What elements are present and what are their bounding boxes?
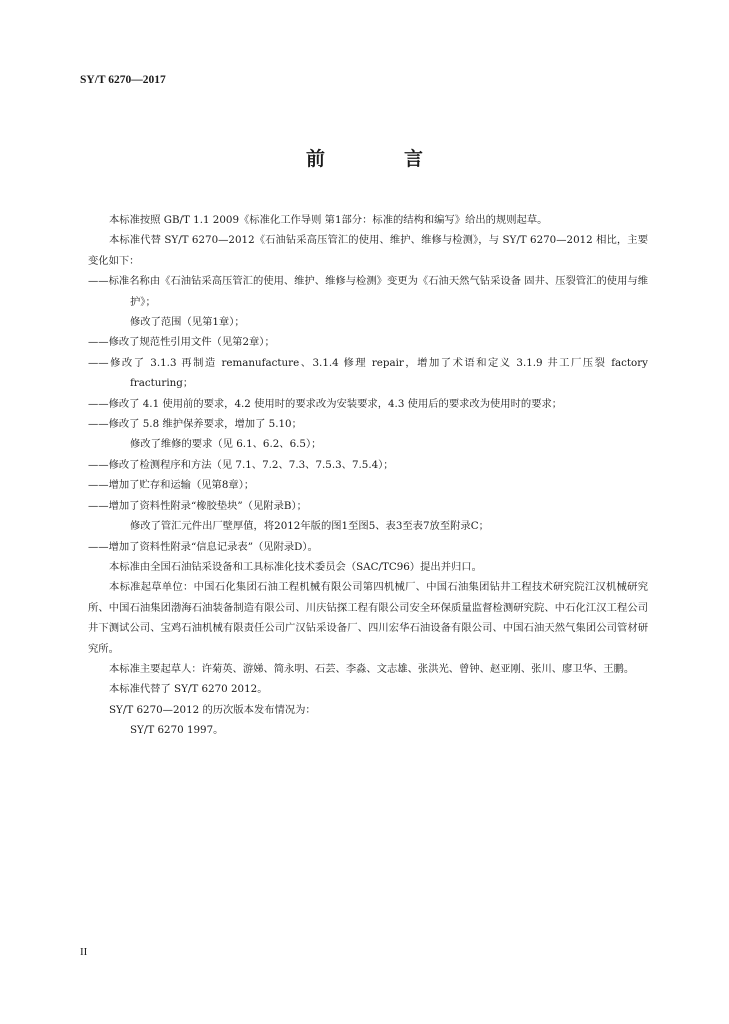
paragraph-history: SY/T 6270—2012 的历次版本发布情况为： xyxy=(109,703,316,716)
change-item-title: ——标准名称由《石油钻采高压管汇的使用、维护、维修与检测》变更为《石油天然气钻采设备 固井、压裂管汇的使用与维护》； xyxy=(88,275,648,308)
change-item-scope: 修改了范围（见第1章）； xyxy=(130,316,245,329)
change-item-annex-b: ——增加了资料性附录“橡胶垫块”（见附录B）； xyxy=(88,499,307,512)
paragraph-supersedes: 本标准代替了 SY/T 6270 2012。 xyxy=(109,683,268,696)
change-item-requirements: ——修改了 4.1 使用前的要求，4.2 使用时的要求改为安装要求，4.3 使用后的要求改为使用时的要求； xyxy=(88,397,563,410)
change-item-references: ——修改了规范性引用文件（见第2章）； xyxy=(88,336,275,349)
paragraph-drafting-rules: 本标准按照 GB/T 1.1 2009《标准化工作导则 第1部分：标准的结构和编写》给出的规则起草。 xyxy=(109,214,548,226)
foreword-body xyxy=(88,210,648,741)
change-item-inspection: ——修改了检测程序和方法（见 7.1、7.2、7.3、7.5.3、7.5.4）； xyxy=(88,458,394,471)
paragraph-drafting-units: 本标准起草单位：中国石化集团石油工程机械有限公司第四机械厂、中国石油集团钻井工程技术研究院江汉机械研究所、中国石油集团渤海石油装备制造有限公司、川庆钻探工程有限公司安全环保质量监督检测研究院、中石化江汉工程公司井下测试公司、宝鸡石油机械有限责任公司广汉钻采设备厂、四川宏华石油设备有限公司、中国石油天然气集团公司管材研究所。 xyxy=(88,581,648,655)
change-item-storage: ——增加了贮存和运输（见第8章）； xyxy=(88,479,255,492)
page-title: 前 言 xyxy=(305,148,453,170)
change-item-repair: 修改了维修的要求（见 6.1、6.2、6.5）； xyxy=(130,438,322,451)
paragraph-replacement: 本标准代替 SY/T 6270—2012《石油钻采高压管汇的使用、维护、维修与检测》，与 SY/T 6270—2012 相比，主要变化如下： xyxy=(88,234,648,267)
paragraph-history-edition: SY/T 6270 1997。 xyxy=(130,724,224,737)
change-item-annex-d: ——增加了资料性附录“信息记录表”（见附录D）。 xyxy=(88,540,318,553)
paragraph-proposer: 本标准由全国石油钻采设备和工具标准化技术委员会（SAC/TC96）提出并归口。 xyxy=(109,560,482,573)
document-code: SY/T 6270—2017 xyxy=(80,74,166,86)
change-item-terms: ——修改了 3.1.3 再制造 remanufacture、3.1.4 修理 repair，增加了术语和定义 3.1.9 井工厂压裂 factory fracturing； xyxy=(88,356,648,390)
change-item-maintenance: ——修改了 5.8 维护保养要求，增加了 5.10； xyxy=(88,418,302,431)
page-number: II xyxy=(80,946,88,958)
change-item-wall-thickness: 修改了管汇元件出厂壁厚值，将2012年版的图1至图5、表3至表7放至附录C； xyxy=(130,520,489,533)
paragraph-drafters: 本标准主要起草人：许菊英、游娣、简永明、石芸、李淼、文志雄、张洪光、曾钟、赵亚刚、张川、廖卫华、王鹏。 xyxy=(109,662,635,675)
